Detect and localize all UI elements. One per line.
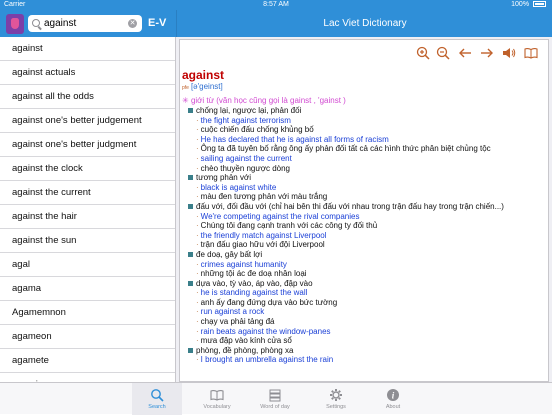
- tab-word-of-day[interactable]: [250, 383, 300, 415]
- word-list-item[interactable]: against actuals: [0, 61, 175, 85]
- status-bar: [0, 0, 552, 10]
- bullet-square-icon: [188, 252, 193, 257]
- meaning-text: chống lại, ngược lại, phản đối: [196, 106, 302, 115]
- example-translation: · Ông ta đã tuyên bố rằng ông ấy phản đối tất cả các hình thức phân biệt chủng tộc: [188, 144, 544, 154]
- pronunciation: [ə'geinst]: [190, 82, 223, 91]
- word-list-item[interactable]: against the clock: [0, 157, 175, 181]
- definition-toolbar: [416, 46, 540, 62]
- definition-meaning: [188, 106, 544, 116]
- meaning-text: đấu với, đối đầu với (chỉ hai bên thi đấu với nhau trong trận đấu hay trong trận chiến...): [196, 201, 504, 211]
- word-list-item[interactable]: against one's better judgement: [0, 109, 175, 133]
- speaker-icon[interactable]: [502, 46, 516, 60]
- word-list[interactable]: [0, 37, 176, 382]
- word-list-item[interactable]: agal: [0, 253, 175, 277]
- example-translation: · mưa đập vào kính cửa sổ: [188, 336, 544, 346]
- example-translation: · chèo thuyền ngược dòng: [188, 164, 544, 174]
- definition-meaning: [188, 173, 544, 183]
- stack-icon: [268, 388, 282, 402]
- example-sentence[interactable]: · the fight against terrorism: [188, 116, 544, 126]
- word-list-item[interactable]: agameon: [0, 325, 175, 349]
- part-of-speech: [182, 95, 544, 106]
- app-logo: [6, 14, 24, 34]
- example-sentence[interactable]: · rain beats against the window-panes: [188, 327, 544, 337]
- zoom-out-icon[interactable]: [436, 46, 450, 60]
- forward-arrow-icon[interactable]: [480, 46, 494, 60]
- definition-meaning: [188, 202, 544, 212]
- example-translation: · màu đen tương phản với màu trắng: [188, 192, 544, 202]
- pronunciation-row: [182, 82, 544, 93]
- search-header: [0, 10, 176, 37]
- search-icon: [150, 388, 164, 402]
- search-input[interactable]: [44, 16, 126, 31]
- carrier-label: Carrier: [4, 1, 26, 8]
- definition-meaning: [188, 346, 544, 356]
- word-list-item[interactable]: against: [0, 37, 175, 61]
- tab-search[interactable]: [132, 383, 182, 415]
- example-sentence[interactable]: · black is against white: [188, 183, 544, 193]
- bullet-square-icon: [188, 281, 193, 286]
- headword: against: [182, 68, 225, 82]
- definition-panel: [179, 39, 549, 382]
- status-time: 8:57 AM: [263, 1, 289, 8]
- dictionary-mode-toggle[interactable]: E-V: [148, 17, 167, 29]
- tab-about[interactable]: [368, 383, 418, 415]
- bullet-square-icon: [188, 175, 193, 180]
- asterisk-icon: ✳: [182, 96, 189, 105]
- svg-text:i: i: [391, 390, 395, 401]
- pronunciation-speaker-icon[interactable]: pfe: [182, 85, 189, 91]
- clear-icon[interactable]: ✕: [129, 20, 136, 27]
- example-sentence[interactable]: · the friendly match against Liverpool: [188, 231, 544, 241]
- example-translation: · cuộc chiến đấu chống khủng bố: [188, 125, 544, 135]
- example-sentence[interactable]: · He has declared that he is against all forms of racism: [188, 135, 544, 145]
- tab-label: Vocabulary: [203, 404, 231, 410]
- word-list-item[interactable]: against the hair: [0, 205, 175, 229]
- definition-meaning: [188, 279, 544, 289]
- tab-label: Word of day: [260, 404, 290, 410]
- back-arrow-icon[interactable]: [458, 46, 472, 60]
- meaning-text: dựa vào, tỳ vào, áp vào, đập vào: [196, 278, 313, 288]
- app-title: Lac Viet Dictionary: [323, 18, 407, 29]
- search-icon: [32, 19, 40, 27]
- word-list-item[interactable]: against the sun: [0, 229, 175, 253]
- example-sentence[interactable]: · We're competing against the rival companies: [188, 212, 544, 222]
- tab-settings[interactable]: [311, 383, 361, 415]
- example-sentence[interactable]: · I brought an umbrella against the rain: [188, 355, 544, 365]
- bullet-square-icon: [188, 204, 193, 209]
- dictionary-entry: [182, 68, 544, 365]
- zoom-in-icon[interactable]: [416, 46, 430, 60]
- meaning-text: tương phản với: [196, 173, 251, 183]
- example-translation: · anh ấy đang đứng dựa vào bức tường: [188, 298, 544, 308]
- tab-label: Search: [148, 404, 166, 410]
- tab-bar: [0, 382, 552, 414]
- example-sentence[interactable]: · run against a rock: [188, 307, 544, 317]
- word-list-item[interactable]: agamete: [0, 349, 175, 373]
- book-icon[interactable]: [524, 46, 538, 60]
- meaning-text: phòng, đề phòng, phòng xa: [196, 345, 294, 355]
- tab-label: About: [385, 404, 401, 410]
- gear-icon: [329, 388, 343, 402]
- battery-indicator: [511, 1, 546, 8]
- example-sentence[interactable]: · sailing against the current: [188, 154, 544, 164]
- example-sentence[interactable]: · crimes against humanity: [188, 260, 544, 270]
- bullet-square-icon: [188, 348, 193, 353]
- example-translation: · trận đấu giao hữu với đội Liverpool: [188, 240, 544, 250]
- tab-vocabulary[interactable]: [192, 383, 242, 415]
- example-translation: · những tội ác đe doạ nhân loại: [188, 269, 544, 279]
- battery-icon: [533, 1, 546, 7]
- meaning-text: đe doạ, gây bất lợi: [196, 249, 263, 259]
- detail-header: [176, 10, 552, 37]
- info-icon: [386, 388, 400, 402]
- word-list-item[interactable]: against one's better judgment: [0, 133, 175, 157]
- word-list-item[interactable]: against all the odds: [0, 85, 175, 109]
- word-list-item[interactable]: Agamemnon: [0, 301, 175, 325]
- bullet-square-icon: [188, 108, 193, 113]
- book-icon: [210, 388, 224, 402]
- example-sentence[interactable]: · he is standing against the wall: [188, 288, 544, 298]
- tab-label: Settings: [326, 404, 346, 410]
- word-list-item[interactable]: agama: [0, 277, 175, 301]
- example-translation: · Chúng tôi đang cạnh tranh với các công ty đối thủ: [188, 221, 544, 231]
- definition-meaning: [188, 250, 544, 260]
- word-list-item[interactable]: against the current: [0, 181, 175, 205]
- example-translation: · chạy va phải tảng đá: [188, 317, 544, 327]
- part-of-speech-label: giới từ (văn học cũng gọi là gainst , 'gainst ): [190, 96, 346, 105]
- search-box[interactable]: [28, 15, 142, 32]
- definition-list: [188, 106, 544, 365]
- battery-percent: 100%: [511, 1, 530, 8]
